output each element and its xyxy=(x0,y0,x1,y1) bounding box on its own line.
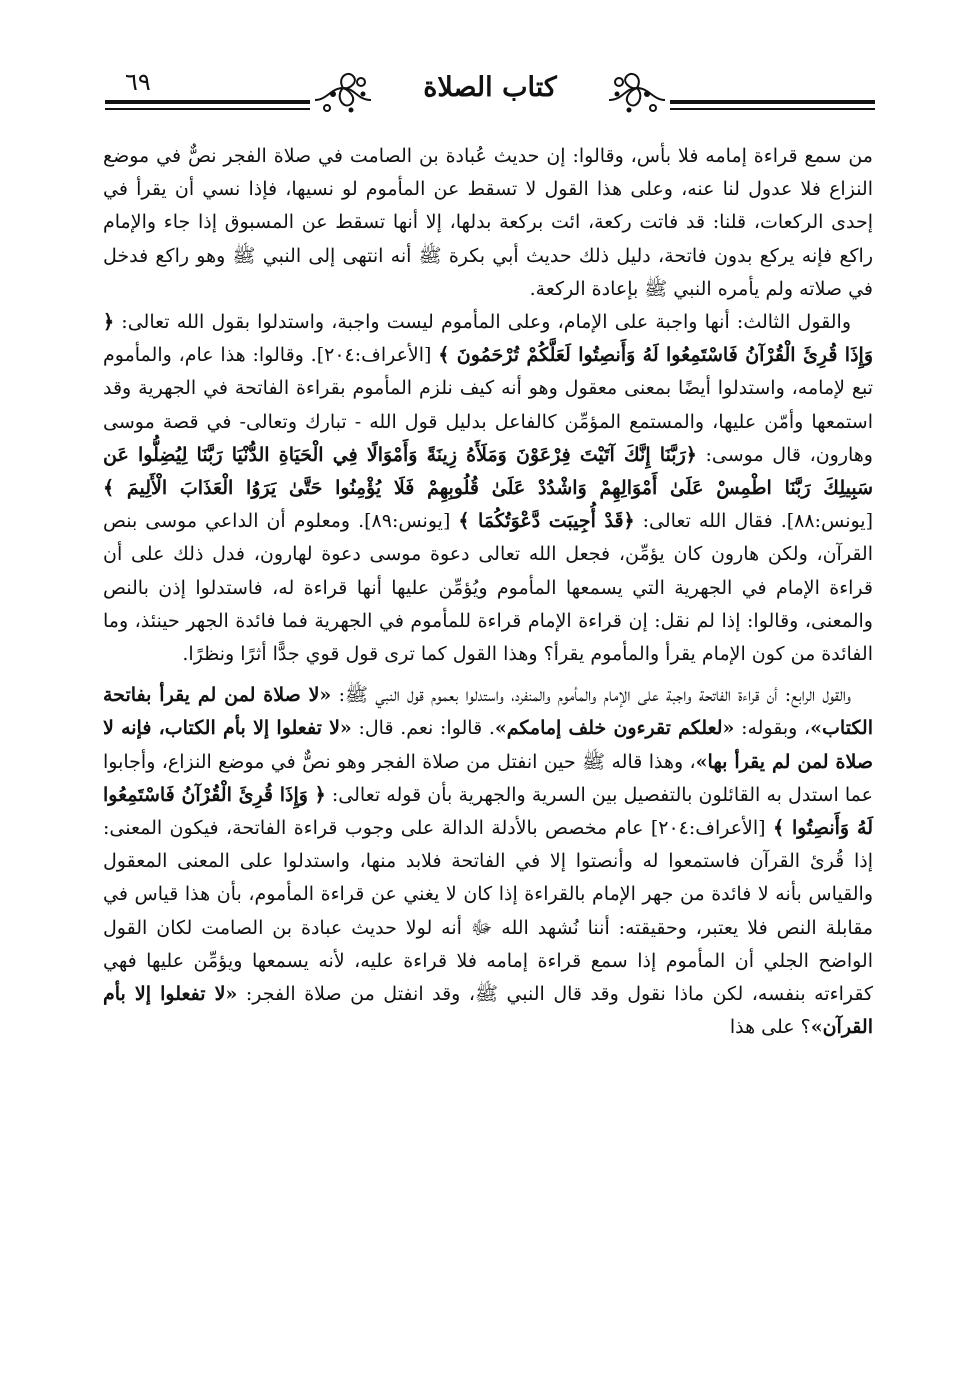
text-run: ، وبقوله: xyxy=(734,717,811,740)
hadith-quote: «لا تفعلوا إلا بأم الكتاب، فإنه لا صلاة لمن لم يقرأ بها» xyxy=(103,717,873,773)
quran-verse: ﴿ وَإِذَا قُرِئَ الْقُرْآنُ فَاسْتَمِعُوا لَهُ وَأَنصِتُوا لَعَلَّكُمْ تُرْحَمُونَ ﴾ xyxy=(103,311,873,367)
text-run: [الأعراف:٢٠٤]. وقالوا: هذا عام، والمأموم تبع لإمامه، واستدلوا أيضًا بمعنى معقول وهو أنه كيف نلزم المأموم بقراءة الفاتحة في الجهرية وقد استمعها وأمّن عليها، والمستمع المؤمِّن كالفاعل بدليل قول الله - تبارك وتعالى- في قصة موسى وهارون، قال موسى: xyxy=(103,344,873,466)
text-run: والقول الرابع: أن قراءة الفاتحة واجبة على الإمام والمأموم والمنفرد، واستدلوا بعموم قول النبي ﷺ: xyxy=(331,684,851,707)
header-rule-right-thin xyxy=(670,108,875,110)
paragraph-p1 xyxy=(103,140,873,306)
ornament-left-icon xyxy=(313,66,375,116)
page-body xyxy=(103,140,873,1044)
quran-verse: ﴿قَدْ أُجِيبَت دَّعْوَتُكُمَا ﴾ xyxy=(458,510,635,533)
header-rule-right xyxy=(670,100,875,104)
hadith-quote: «لا صلاة لمن لم يقرأ بفاتحة الكتاب» xyxy=(103,684,873,740)
header-rule-left-thin xyxy=(105,108,310,110)
hadith-quote: «لا تفعلوا إلا بأم القرآن» xyxy=(103,983,873,1039)
page-number: ٦٩ xyxy=(125,68,151,96)
text-run: ؟ على هذا xyxy=(729,1016,811,1039)
text-run: [يونس:٨٩]. ومعلوم أن الداعي موسى بنص القرآن، ولكن هارون كان يؤمِّن، فجعل الله تعالى دعوة موسى دعوة لهارون، فدل ذلك على أن قراءة الإمام في الجهرية التي يسمعها المأموم ويُؤمِّن عليها أنها قراءة له، فاستدلوا إذن بالنص والمعنى، وقالوا: إذا لم نقل: إن قراءة الإمام قراءة للمأموم في الجهرية فما فائدة الجهر حينئذ، وما الفائدة من كون الإمام يقرأ والمأموم يقرأ؟ وهذا القول كما ترى قول قوي جدًّا أثرًا ونظرًا. xyxy=(103,510,873,666)
paragraph-p2 xyxy=(103,306,873,671)
text-run: من سمع قراءة إمامه فلا بأس، وقالوا: إن حديث عُبادة بن الصامت في صلاة الفجر نصٌّ في موضع النزاع فلا عدول لنا عنه، وعلى هذا القول لا تسقط عن المأموم لو نسيها، فإذا نسي أن يقرأ في إحدى الركعات، قلنا: قد فاتت ركعة، ائت بركعة بدلها، إلا أنها تسقط عن المسبوق إذا جاء والإمام راكع فإنه يركع بدون فاتحة، دليل ذلك حديث أبي بكرة ﷺ أنه انتهى إلى النبي ﷺ وهو راكع فدخل في صلاته ولم يأمره النبي ﷺ بإعادة الركعة. xyxy=(103,145,873,300)
quran-verse: ﴿رَبَّنَا إِنَّكَ آتَيْتَ فِرْعَوْنَ وَمَلَأَهُ زِينَةً وَأَمْوَالًا فِي الْحَيَاةِ الدُّنْيَا رَبَّنَا لِيُضِلُّوا عَن سَبِيلِكَ رَبَّنَا اطْمِسْ عَلَىٰ أَمْوَالِهِمْ وَاشْدُدْ عَلَىٰ قُلُوبِهِمْ فَلَا يُؤْمِنُوا حَتَّىٰ يَرَوُا الْعَذَابَ الْأَلِيمَ ﴾ xyxy=(103,443,873,500)
paragraph-p3 xyxy=(103,679,873,1044)
text-run: . قالوا: نعم. قال: xyxy=(351,717,495,740)
quran-verse: ﴿ وَإِذَا قُرِئَ الْقُرْآنُ فَاسْتَمِعُوا لَهُ وَأَنصِتُوا ﴾ xyxy=(103,783,873,840)
text-run: [الأعراف:٢٠٤] عام مخصص بالأدلة الدالة على وجوب قراءة الفاتحة، فيكون المعنى: إذا قُرئ القرآن فاستمعوا له وأنصتوا إلا في الفاتحة فلابد منها، واستدلوا على المعنى المعقول والقياس بأنه لا فائدة من جهر الإمام بالقراءة إذا كان لا يغني عن قراءة المأموم، بأن هذا قياس في مقابلة النص فلا يعتبر، وحقيقته: أننا نُشهد الله ﷻ أنه لولا حديث عبادة بن الصامت لكان القول الواضح الجلي أن المأموم إذا سمع قراءة إمامه فلا قراءة عليه، لأنه يسمعها ويؤمِّن عليها فهي كقراءته بنفسه، لكن ماذا نقول وقد قال النبي ﷺ، وقد انفتل من صلاة الفجر: xyxy=(103,817,873,1006)
text-run: ، وهذا قاله ﷺ حين انفتل من صلاة الفجر وهو نصٌّ في موضع النزاع، وأجابوا عما استدل به القائلون بالتفصيل بين السرية والجهرية بأن قوله تعالى: xyxy=(103,750,873,806)
text-run: والقول الثالث: أنها واجبة على الإمام، وعلى المأموم ليست واجبة، واستدلوا بقول الله تعالى: xyxy=(114,311,851,334)
ornament-right-icon xyxy=(605,66,667,116)
page-header xyxy=(105,60,875,122)
page-title: كتاب الصلاة xyxy=(423,72,557,103)
hadith-quote: «لعلكم تقرءون خلف إمامكم» xyxy=(494,717,735,740)
header-rule-left xyxy=(105,100,310,104)
text-run: [يونس:٨٨]. فقال الله تعالى: xyxy=(634,510,874,533)
